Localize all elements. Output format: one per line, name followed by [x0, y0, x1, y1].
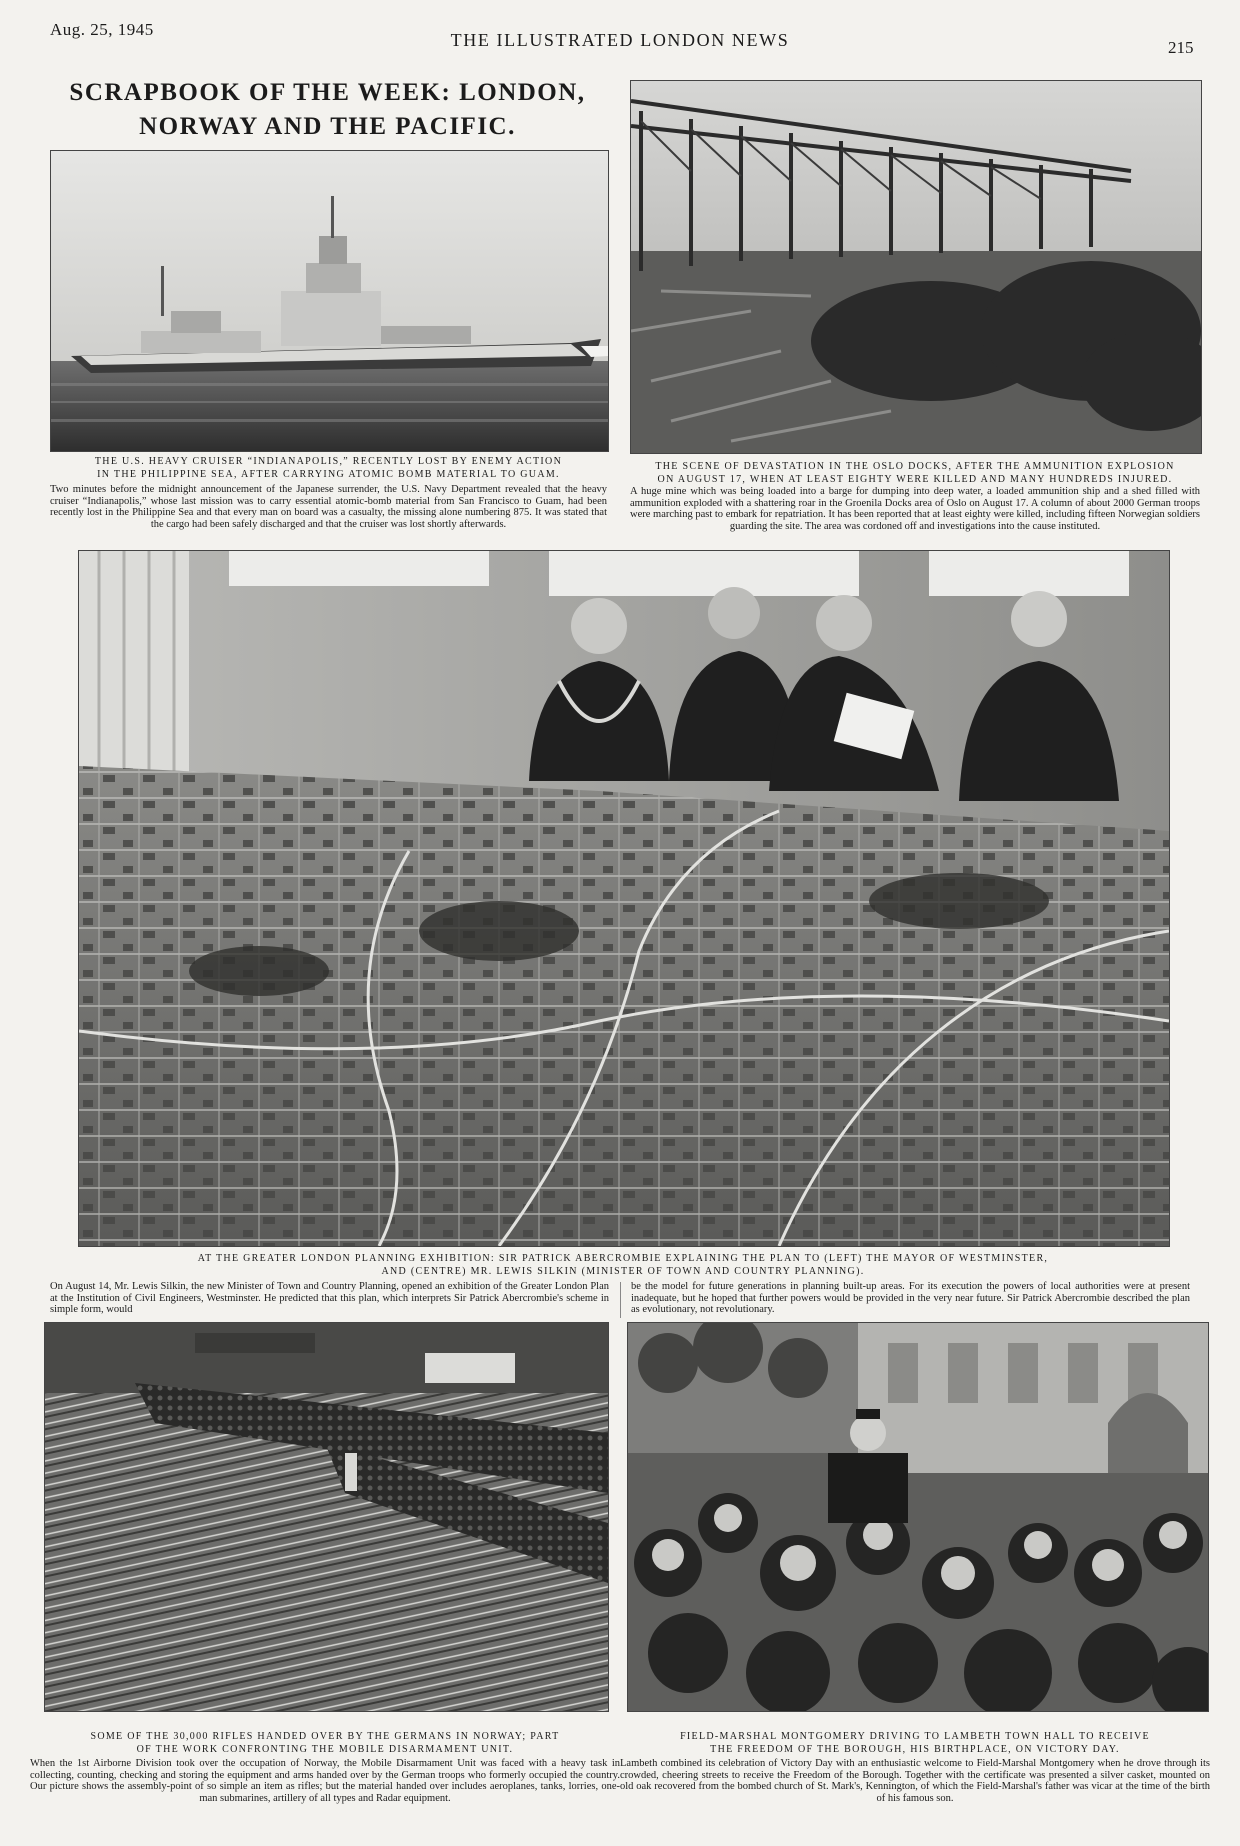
publication-title: THE ILLUSTRATED LONDON NEWS	[450, 30, 790, 50]
planning-exhibition-photo	[78, 550, 1170, 1247]
page-number: 215	[1168, 38, 1194, 57]
oslo-docks-photo	[630, 80, 1202, 454]
column-rule	[620, 1282, 621, 1318]
oslo-caption-title: THE SCENE OF DEVASTATION IN THE OSLO DOCKS, AFTER THE AMMUNITION EXPLOSION ON AUGUST 17, WHEN AT LEAST EIGHTY WERE KILLED AND MANY HUNDREDS INJURED.	[655, 461, 1175, 485]
cruiser-caption-title: THE U.S. HEAVY CRUISER “INDIANAPOLIS,” RECENTLY LOST BY ENEMY ACTION IN THE PHILIPPINE SEA, AFTER CARRYING ATOMIC BOMB MATERIAL TO GUAM.	[94, 456, 563, 480]
oslo-caption-body: A huge mine which was being loaded into a barge for dumping into deep water, a loaded ammunition ship and a shed filled with ammunition exploded with a shattering roar in the Groenila Docks area of Oslo on August 17. A column of about 2000 German troops were marching past to embark for repatriation. It has been reported that at least eighty were killed, including fifteen Norwegian soldiers guarding the site. The area was cordoned off and investigations into the cause instituted.	[630, 486, 1200, 532]
headline-line-2: NORWAY AND THE PACIFIC.	[139, 113, 516, 140]
page-headline	[40, 76, 615, 144]
headline-line-1: SCRAPBOOK OF THE WEEK: LONDON,	[69, 79, 586, 106]
montgomery-photo	[627, 1322, 1209, 1712]
planning-body-column-1: On August 14, Mr. Lewis Silkin, the new Minister of Town and Country Planning, opened an exhibition of the Greater London Plan at the Institution of Civil Engineers, Westminster. He predicted that this plan, which interprets Sir Patrick Abercrombie's scheme in simple form, would	[50, 1281, 609, 1316]
montgomery-caption-body: Lambeth combined its celebration of Victory Day with an enthusiastic welcome to Field-Marshal Montgomery when he drove through its crowded, cheering streets to receive the Freedom of the Borough. Together with the certificate was presented a silver casket, mounted on old oak recovered from the bombed church of St. Mark's, Kennington, of which the Field-Marshal's father was vicar at the time of the birth of his famous son.	[620, 1758, 1210, 1804]
cruiser-photo	[50, 150, 609, 452]
rifles-photo	[44, 1322, 609, 1712]
rifles-caption-body: When the 1st Airborne Division took over the occupation of Norway, the Mobile Disarmament Unit was faced with a heavy task in collecting, counting, checking and storing the equipment and arms handed over by the German troops who formerly occupied the country. Our picture shows the assembly-point of so simple an item as rifles; but the material handed over includes aeroplanes, tanks, lorries, one-man submarines, artillery of all types and Radar equipment.	[30, 1758, 620, 1804]
cruiser-caption-body: Two minutes before the midnight announcement of the Japanese surrender, the U.S. Navy Department revealed that the heavy cruiser “Indianapolis,” whose last mission was to carry essential atomic-bomb material from San Francisco to Guam, had been recently lost in the Philippine Sea and that every man on board was a casualty, the missing alone numbering 875. It was stated that the cargo had been safely discharged and that the cruiser was lost shortly afterwards.	[50, 484, 607, 530]
planning-caption-title: AT THE GREATER LONDON PLANNING EXHIBITION: SIR PATRICK ABERCROMBIE EXPLAINING THE PLAN TO (LEFT) THE MAYOR OF WESTMINSTER, AND (CENTRE) MR. LEWIS SILKIN (MINISTER OF TOWN AND COUNTRY PLANNING).	[197, 1253, 1049, 1277]
rifles-caption-title: SOME OF THE 30,000 RIFLES HANDED OVER BY THE GERMANS IN NORWAY; PART OF THE WORK CONFRONTING THE MOBILE DISARMAMENT UNIT.	[90, 1731, 560, 1755]
issue-date: Aug. 25, 1945	[50, 20, 154, 39]
montgomery-caption-title: FIELD-MARSHAL MONTGOMERY DRIVING TO LAMBETH TOWN HALL TO RECEIVE THE FREEDOM OF THE BOROUGH, HIS BIRTHPLACE, ON VICTORY DAY.	[680, 1731, 1150, 1755]
planning-body-column-2: be the model for future generations in planning built-up areas. For its execution the powers of local authorities were at present inadequate, but he hoped that further powers would be provided in the very near future. Sir Patrick Abercrombie described the plan as evolutionary, not revolutionary.	[631, 1281, 1190, 1316]
